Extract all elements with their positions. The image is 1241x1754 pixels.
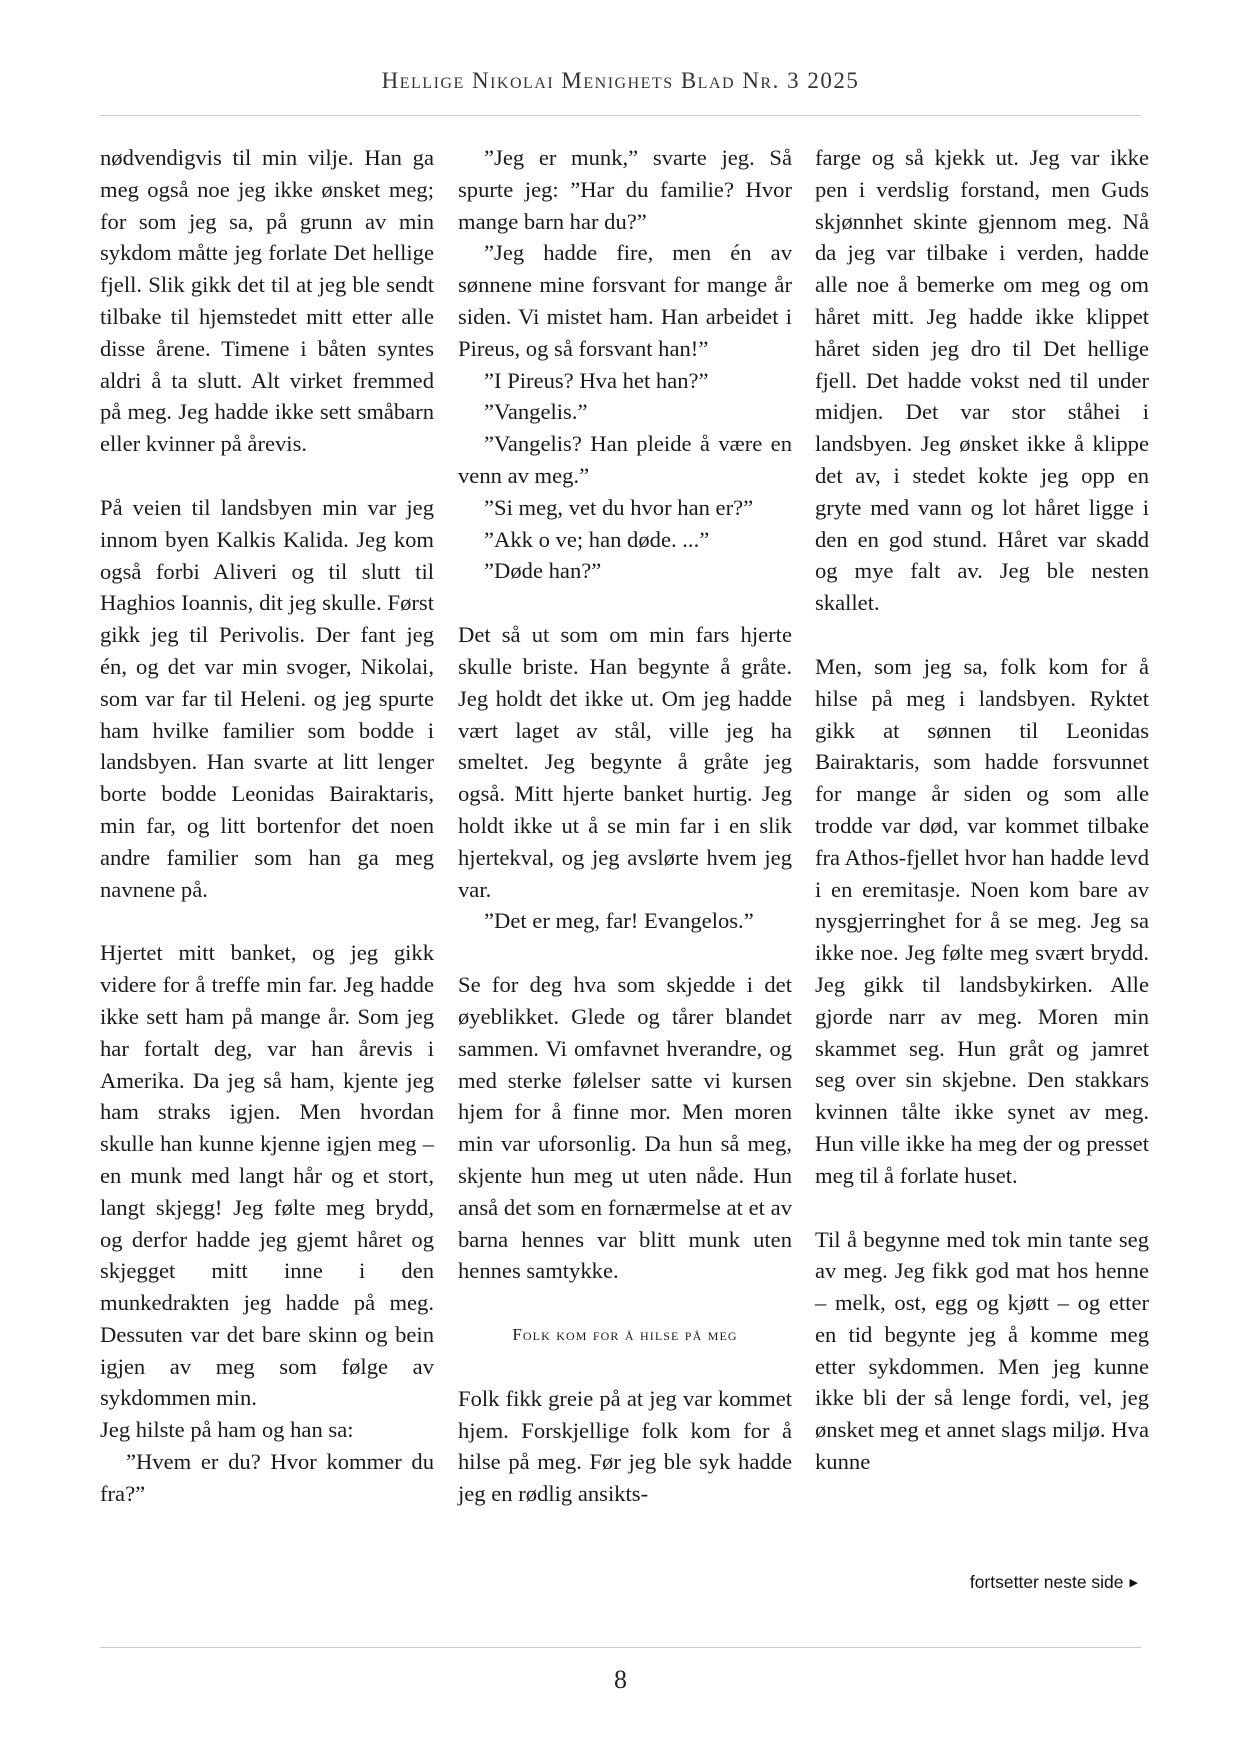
triangle-right-icon: ▶ [1129,1577,1138,1589]
continue-link[interactable] [970,1572,1138,1593]
page-number: 8 [614,1665,627,1694]
page-header: Hellige Nikolai Menighets Blad Nr. 3 2025 [381,68,860,93]
dialogue-line: ”Vangelis? Han pleide å være en venn av meg.” [458,431,792,488]
dialogue-line: ”Hvem er du? Hvor kommer du fra?” [100,1449,434,1506]
continue-label: fortsetter neste side [969,1572,1124,1592]
dialogue-line: ”I Pireus? Hva het han?” [484,367,709,393]
paragraph: farge og så kjekk ut. Jeg var ikke pen i verdslig forstand, men Guds skjønnhet skinte gjennom meg. Nå da jeg var tilbake i verden, hadde alle noe å bemerke om meg og om håret mitt. Jeg hadde ikke klippet håret siden jeg dro til Det hellige fjell. Det hadde vokst ned til under midjen. Det var stor ståhei i landsbyen. Jeg ønsket ikke å klippe det av, i stedet kokte jeg opp en gryte med vann og lot håret ligge i den en god stund. Håret var skadd og mye falt av. Jeg ble nesten skallet. [815,145,1149,616]
paragraph: Til å begynne med tok min tante seg av meg. Jeg fikk god mat hos henne – melk, ost, egg og kjøtt – og etter en tid begynte jeg å komme meg etter sykdommen. Men jeg kunne ikke bli der så lenge fordi, vel, jeg ønsket meg et annet slags miljø. Hva kunne [815,1226,1149,1475]
paragraph: På veien til landsbyen min var jeg innom byen Kalkis Kalida. Jeg kom også forbi Aliveri og til slutt til Haghios Ioannis, dit jeg skulle. Først gikk jeg til Perivolis. Der fant jeg én, og det var min svoger, Nikolai, som var far til Heleni. og jeg spurte ham hvilke familier som bodde i landsbyen. Han svarte at litt lenger borte bodde Leonidas Bairaktaris, min far, og litt bortenfor det noen andre familier som han ga meg navnene på. [100,494,434,902]
paragraph: nødvendigvis til min vilje. Han ga meg også noe jeg ikke ønsket meg; for som jeg sa, på grunn av min sykdom måtte jeg forlate Det hellige fjell. Slik gikk det til at jeg ble sendt tilbake til hjemstedet mitt etter alle disse årene. Timene i båten syntes aldri å ta slutt. Alt virket fremmed på meg. Jeg hadde ikke sett småbarn eller kvinner på årevis. [100,145,434,457]
dialogue-line: ”Jeg er munk,” svarte jeg. Så spurte jeg: ”Har du familie? Hvor mange barn har du?” [458,145,792,234]
column-2 [458,142,792,1510]
paragraph: Folk fikk greie på at jeg var kommet hjem. Forskjellige folk kom for å hilse på meg. Før jeg ble syk hadde jeg en rødlig ansikts- [458,1385,792,1507]
paragraph: Se for deg hva som skjedde i det øyeblikket. Glede og tårer blandet sammen. Vi omfavnet hverandre, og med sterke følelser satte vi kursen hjem for å finne mor. Men moren min var uforsonlig. Da hun så meg, skjente hun meg ut uten nåde. Hun anså det som en fornærmelse at et av barna hennes var blitt munk uten hennes samtykke. [458,972,792,1284]
dialogue-line: ”Døde han?” [484,558,602,584]
column-3 [815,142,1149,1478]
dialogue-line: ”Si meg, vet du hvor han er?” [484,494,754,520]
paragraph: Det så ut som om min fars hjerte skulle briste. Han begynte å gråte. Jeg holdt det ikke ut. Om jeg hadde vært laget av stål, ville jeg ha smeltet. Jeg begynte å gråte jeg også. Mitt hjerte banket hurtig. Jeg holdt ikke ut å se min far i en slik hjertekval, og jeg avslørte hvem jeg var. [458,622,792,902]
dialogue-line: ”Akk o ve; han døde. ...” [484,526,710,552]
paragraph: Men, som jeg sa, folk kom for å hilse på meg i landsbyen. Ryktet gikk at sønnen til Leonidas Bairaktaris, som hadde forsvunnet for mange år siden og som alle trodde var død, var kommet tilbake fra Athos-fjellet hvor han hadde levd i en eremitasje. Noen kom bare av nysgjerringhet for å se meg. Jeg sa ikke noe. Jeg følte meg svært brydd. Jeg gikk til landsbykirken. Alle gjorde narr av meg. Moren min skammet seg. Hun gråt og jamret seg over sin skjebne. Den stakkars kvinnen tålte ikke synet av meg. Hun ville ikke ha meg der og presset meg til å forlate huset. [815,653,1149,1188]
dialogue-line: ”Det er meg, far! Evangelos.” [484,908,754,934]
footer-divider [100,1647,1141,1648]
paragraph: Hjertet mitt banket, og jeg gikk videre for å treffe min far. Jeg hadde ikke sett ham på mange år. Som jeg har fortalt deg, var han årevis i Amerika. Da jeg så ham, kjente jeg ham straks igjen. Men hvordan skulle han kunne kjenne igjen meg – en munk med langt hår og et stort, langt skjegg! Jeg følte meg brydd, og derfor hadde jeg gjemt håret og skjegget mitt inne i den munkedrakten jeg hadde på meg. Dessuten var det bare skinn og bein igjen av meg som følge av sykdommen min. [100,940,434,1411]
column-1 [100,142,434,1510]
section-subheading: Folk kom for å hilse på meg [512,1325,738,1345]
header-divider [100,115,1141,116]
dialogue-line: ”Vangelis.” [484,399,588,425]
paragraph: Jeg hilste på ham og han sa: [100,1417,354,1443]
dialogue-line: ”Jeg hadde fire, men én av sønnene mine forsvant for mange år siden. Vi mistet ham. Han arbeidet i Pireus, og så forsvant han!” [458,240,792,361]
